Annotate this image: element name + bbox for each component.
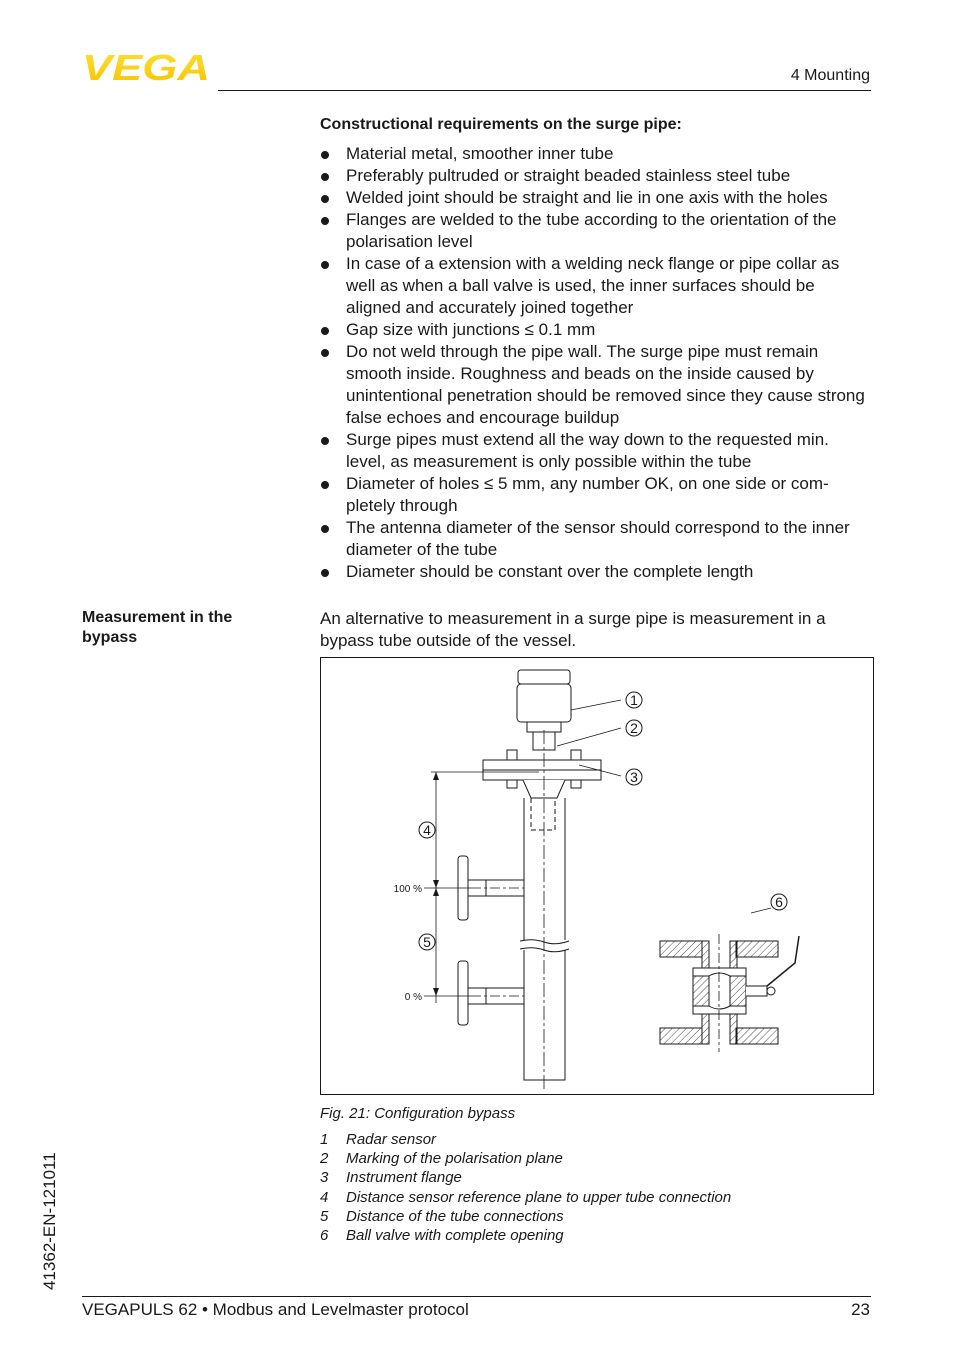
header-divider <box>218 90 871 91</box>
pipe-wall-upper <box>524 798 565 940</box>
surge-pipe-requirements-list <box>320 143 870 583</box>
list-item: Material metal, smoother inner tube <box>320 143 870 165</box>
leader-line-1 <box>571 700 621 710</box>
legend-item: 3 Instrument flange <box>320 1169 462 1187</box>
vega-logo <box>82 52 212 82</box>
instrument-flange-top <box>483 760 601 770</box>
valve-stem <box>746 986 767 996</box>
legend-item: 5 Distance of the tube connections <box>320 1207 564 1225</box>
figure-legend <box>320 1130 731 1245</box>
list-item: Diameter of holes ≤ 5 mm, any number OK, on one side or com- pletely through <box>320 473 870 517</box>
bypass-configuration-figure <box>320 657 874 1095</box>
instrument-flange-bottom <box>483 770 601 780</box>
document-number: 41362-EN-121011 <box>40 1152 59 1290</box>
pipe-wall-lower <box>524 950 565 1080</box>
level-label-100: 100 % <box>393 884 422 895</box>
list-item: Gap size with junctions ≤ 0.1 mm <box>320 319 870 341</box>
valve-flange-top-left <box>660 941 702 957</box>
marker-5: 5 <box>423 934 431 950</box>
valve-seat-right <box>730 976 746 1006</box>
marker-3: 3 <box>630 769 638 785</box>
legend-item: 6 Ball valve with complete opening <box>320 1227 564 1245</box>
sensor-cap <box>518 670 570 684</box>
svg-text:VEGA: VEGA <box>82 52 210 82</box>
flange-bolt <box>507 750 517 760</box>
lower-connection-flange <box>458 961 468 1025</box>
legend-item: 4 Distance sensor reference plane to upper tube connection <box>320 1188 732 1206</box>
level-label-0: 0 % <box>404 992 422 1003</box>
list-item: Flanges are welded to the tube according to the orientation of the polarisation level <box>320 209 870 253</box>
list-item: Surge pipes must extend all the way down to the requested min. level, as measurement is only possible within the tube <box>320 429 870 473</box>
marker-1: 1 <box>630 692 638 708</box>
valve-stem-knob <box>767 987 775 995</box>
sensor-housing <box>517 684 571 722</box>
marker-4: 4 <box>423 822 431 838</box>
valve-seat-left <box>693 976 709 1006</box>
list-item: The antenna diameter of the sensor should correspond to the inner diameter of the tube <box>320 517 870 561</box>
legend-item: 1 Radar sensor <box>320 1131 437 1148</box>
antenna-outline <box>531 798 555 830</box>
pipe-break <box>520 940 569 944</box>
bypass-side-heading: Measurement in the bypass <box>82 609 233 646</box>
list-item: Welded joint should be straight and lie in one axis with the holes <box>320 187 870 209</box>
pipe-break <box>520 948 569 952</box>
valve-flange-bottom-right <box>736 1028 778 1044</box>
flange-bolt <box>571 750 581 760</box>
footer-title: VEGAPULS 62 • Modbus and Levelmaster protocol <box>82 1300 469 1319</box>
flange-bolt <box>507 780 517 788</box>
list-item: In case of a extension with a welding neck flange or pipe collar as well as when a ball valve is used, the inner surfaces should be aligned and accurately joined together <box>320 253 870 319</box>
figure-caption: Fig. 21: Configuration bypass <box>320 1105 516 1122</box>
surge-pipe-heading: Constructional requirements on the surge pipe: <box>320 116 682 133</box>
bypass-intro: An alternative to measurement in a surge pipe is measurement in a bypass tube outside of the vessel. <box>320 609 826 650</box>
list-item: Diameter should be constant over the complete length <box>320 561 870 583</box>
footer-divider <box>82 1296 871 1297</box>
marker-6: 6 <box>775 894 783 910</box>
legend-item: 2 Marking of the polarisation plane <box>320 1150 563 1168</box>
flange-bolt <box>571 780 581 788</box>
bypass-drawing <box>321 658 875 1096</box>
leader-line-2 <box>557 728 621 746</box>
valve-flange-top-right <box>736 941 778 957</box>
list-item: Preferably pultruded or straight beaded stainless steel tube <box>320 165 870 187</box>
valve-flange-bottom-left <box>660 1028 702 1044</box>
section-label: 4 Mounting <box>790 67 870 84</box>
leader-line-6 <box>751 908 771 913</box>
list-item: Do not weld through the pipe wall. The surge pipe must remain smooth inside. Roughness and beads on the inside caused by unintentional penetration should be removed since they cause strong false echoes and encourage buildup <box>320 341 870 429</box>
page-number: 23 <box>851 1300 870 1319</box>
marker-2: 2 <box>630 720 638 736</box>
